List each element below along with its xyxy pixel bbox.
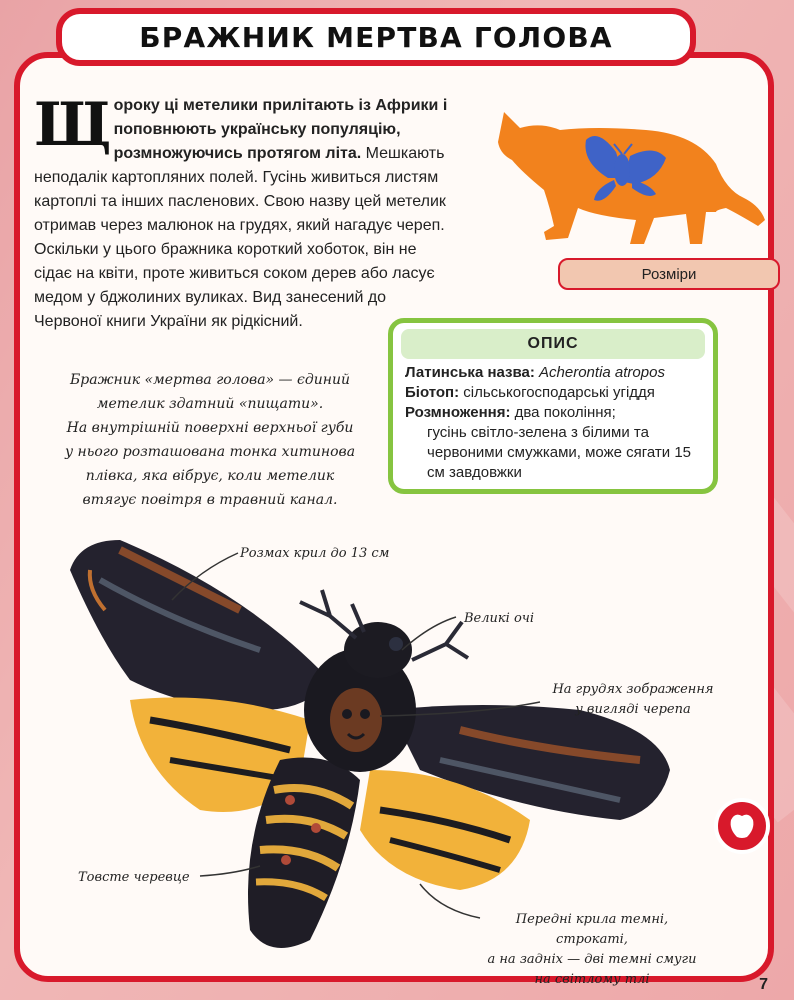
- title-banner: [56, 8, 696, 66]
- wingspan-callout: Розмах крил до 13 см: [240, 546, 390, 561]
- intro-body-text: Мешкають неподалік картопляних полей. Гусінь живиться листям картоплі та інших пасленових. Свою назву цей метелик отримав через малюнок на грудях, який нагадує череп. Оскільки у цього бражника короткий хоботок, він не сідає на квіти, проте живиться соком дерев або ласує медом у бджолиних вуликах. Вид занесений до Червоної книги України як рідкісний.: [34, 145, 446, 330]
- latin-name-label: Латинська назва:: [405, 364, 535, 381]
- skull-callout: [548, 680, 718, 720]
- wings-callout-line: на світлому тлі: [534, 972, 650, 987]
- latin-name-value: Acherontia atropos: [539, 364, 665, 381]
- wings-callout: [482, 910, 702, 990]
- fact-line: метелик здатний «пищати».: [96, 396, 324, 412]
- eyes-callout: Великі очі: [464, 611, 535, 626]
- page-number: 7: [759, 976, 768, 993]
- description-heading: ОПИС: [401, 329, 705, 359]
- fact-line: у нього розташована тонка хитинова: [64, 444, 356, 460]
- fact-line: На внутрішній поверхні верхньої губи: [66, 420, 354, 436]
- breeding-label: Розмноження:: [405, 404, 511, 421]
- size-label: Розміри: [558, 258, 780, 290]
- wings-callout-line: а на задніх — дві темні смуги: [487, 952, 697, 967]
- skull-callout-line: На грудях зображення: [552, 682, 714, 697]
- moth-forewing-left: [70, 540, 320, 710]
- intro-bold-text: ороку ці метелики прилітають із Африки і поповнюють українську популяцію, розмножуючись протягом літа.: [113, 97, 448, 162]
- fact-line: Бражник «мертва голова» — єдиний: [70, 372, 350, 388]
- section-badge: [714, 798, 770, 854]
- moth-head: [344, 622, 412, 678]
- size-comparison-illustration: [486, 100, 776, 260]
- belly-callout: Товсте черевце: [78, 870, 190, 885]
- skull-callout-line: у вигляді черепа: [575, 702, 691, 717]
- wings-callout-line: Передні крила темні, строкаті,: [515, 912, 669, 947]
- apple-icon: [727, 811, 757, 841]
- biotope-label: Біотоп:: [405, 384, 460, 401]
- fact-line: втягує повітря в травний канал.: [82, 492, 338, 508]
- drop-cap: Щ: [34, 90, 112, 160]
- breeding-value: два покоління;: [514, 404, 616, 421]
- fact-line: плівка, яка вібрує, коли метелик: [85, 468, 335, 484]
- biotope-value: сільськогосподарські угіддя: [463, 384, 655, 401]
- breeding-caterpillar-text: гусінь світло-зелена з білими та червоними смужками, може сягати 15 см завдовжки: [427, 424, 692, 481]
- description-box: [388, 318, 718, 494]
- intro-paragraph: [34, 90, 452, 334]
- page-title: БРАЖНИК МЕРТВА ГОЛОВА: [139, 20, 613, 54]
- fun-fact: [60, 368, 360, 512]
- description-body: [393, 359, 713, 483]
